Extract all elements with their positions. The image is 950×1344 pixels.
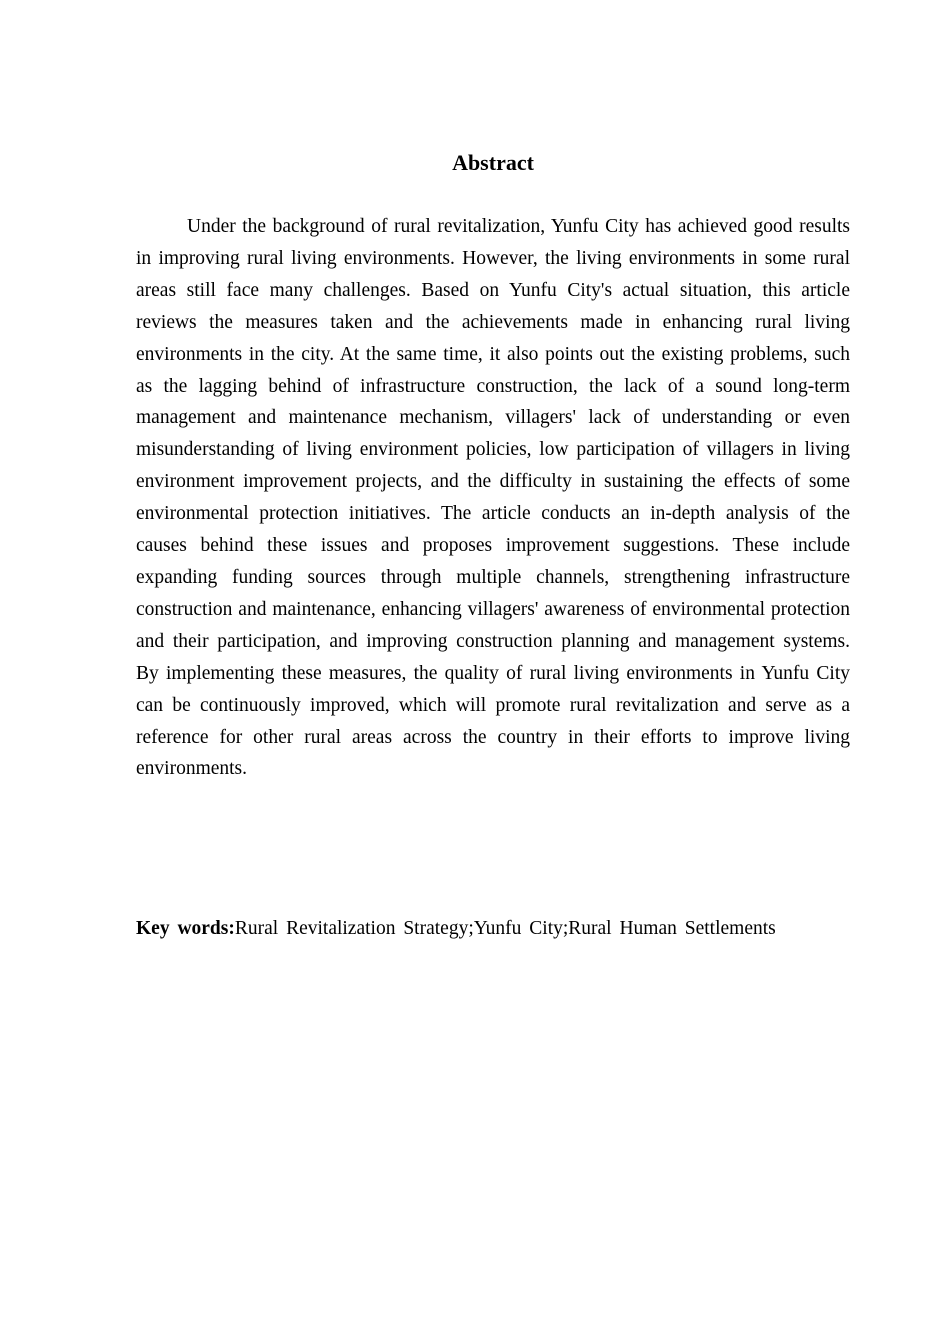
abstract-body: Under the background of rural revitalization, Yunfu City has achieved good results in improving rural living environments. However, the living environments in some rural areas still face many challenges. Based on Yunfu City's actual situation, this article reviews the measures taken and the achievements made in enhancing rural living environments in the city. At the same time, it also points out the existing problems, such as the lagging behind of infrastructure construction, the lack of a sound long-term management and maintenance mechanism, villagers' lack of understanding or even misunderstanding of living environment policies, low participation of villagers in living environment improvement projects, and the difficulty in sustaining the effects of some environmental protection initiatives. The article conducts an in-depth analysis of the causes behind these issues and proposes improvement suggestions. These include expanding funding sources through multiple channels, strengthening infrastructure construction and maintenance, enhancing villagers' awareness of environmental protection and their participation, and improving construction planning and management systems. By implementing these measures, the quality of rural living environments in Yunfu City can be continuously improved, which will promote rural revitalization and serve as a reference for other rural areas across the country in their efforts to improve living environments. — [136, 216, 850, 780]
keywords-label: Key words: — [136, 918, 235, 939]
keywords-line — [136, 913, 776, 945]
abstract-title: Abstract — [452, 150, 534, 175]
keywords-text: Rural Revitalization Strategy;Yunfu City;Rural Human Settlements — [234, 918, 776, 939]
